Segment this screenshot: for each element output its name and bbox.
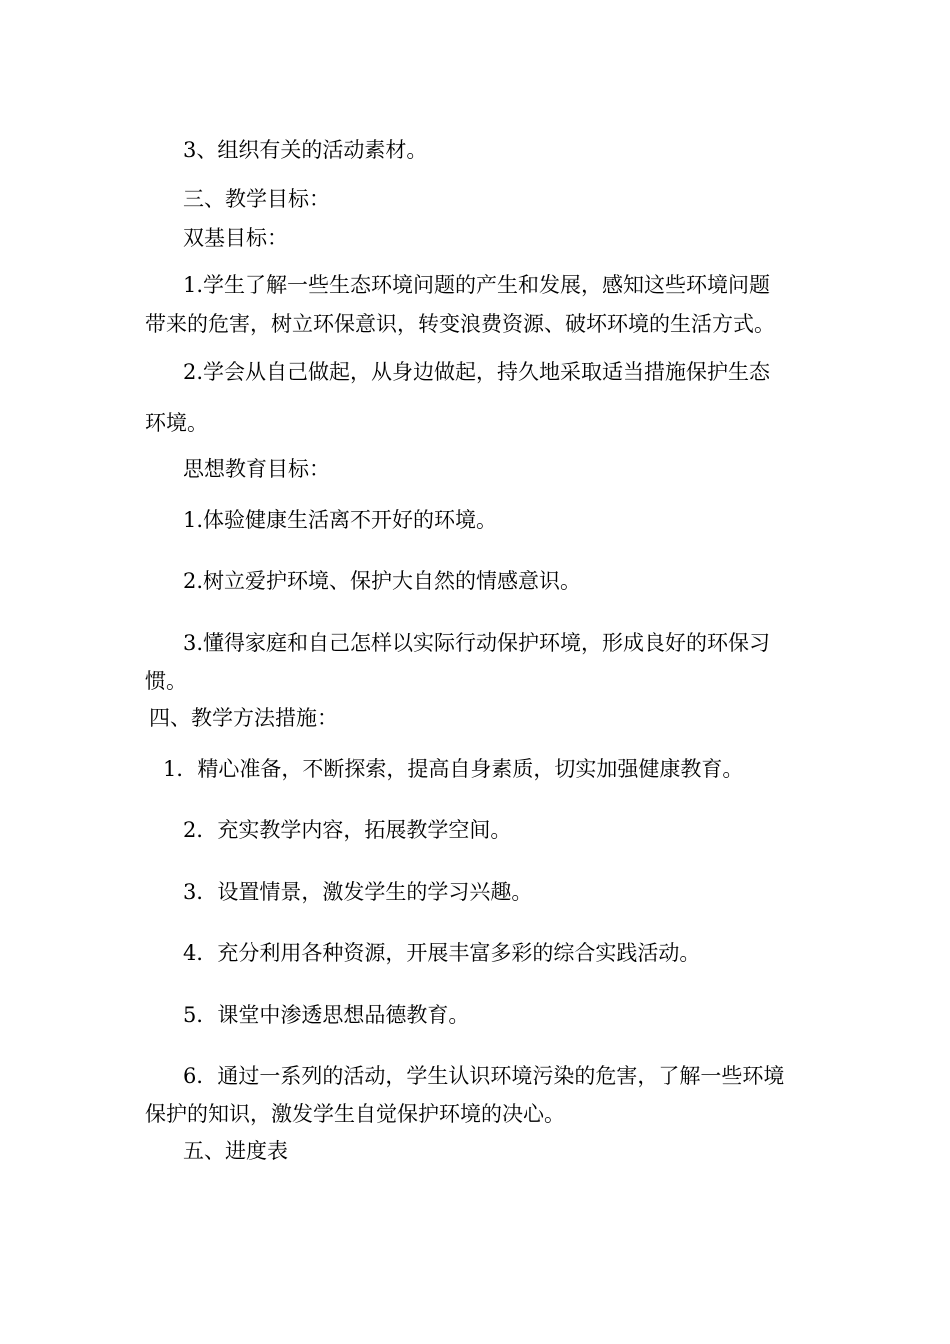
- dual-goal-2-line-2: 环境。: [145, 411, 208, 435]
- section-heading-teaching-goals: 三、教学目标：: [183, 187, 330, 211]
- method-item-6-line-1: 6．通过一系列的活动，学生认识环境污染的危害，了解一些环境: [183, 1064, 785, 1088]
- method-item-4: 4．充分利用各种资源，开展丰富多彩的综合实践活动。: [183, 941, 701, 965]
- ideology-goal-2: 2.树立爱护环境、保护大自然的情感意识。: [183, 569, 582, 593]
- materials-item-3: 3、组织有关的活动素材。: [183, 138, 428, 162]
- ideology-goal-1: 1.体验健康生活离不开好的环境。: [183, 508, 498, 532]
- dual-goal-1-line-2: 带来的危害，树立环保意识，转变浪费资源、破坏环境的生活方式。: [145, 312, 775, 336]
- dual-goal-1-line-1: 1.学生了解一些生态环境问题的产生和发展，感知这些环境问题: [183, 273, 771, 297]
- ideology-goal-3-line-1: 3.懂得家庭和自己怎样以实际行动保护环境，形成良好的环保习: [183, 631, 771, 655]
- section-heading-schedule: 五、进度表: [183, 1139, 288, 1163]
- ideology-goal-3-line-2: 惯。: [145, 669, 187, 693]
- method-item-2: 2．充实教学内容，拓展教学空间。: [183, 818, 512, 842]
- dual-goal-2-line-1: 2.学会从自己做起，从身边做起，持久地采取适当措施保护生态: [183, 360, 771, 384]
- method-item-6-line-2: 保护的知识，激发学生自觉保护环境的决心。: [145, 1102, 565, 1126]
- method-item-1: 1．精心准备，不断探索，提高自身素质，切实加强健康教育。: [163, 757, 744, 781]
- method-item-3: 3．设置情景，激发学生的学习兴趣。: [183, 880, 533, 904]
- method-item-5: 5．课堂中渗透思想品德教育。: [183, 1003, 470, 1027]
- section-heading-teaching-methods: 四、教学方法措施：: [149, 706, 338, 730]
- subheading-dual-goals: 双基目标：: [183, 226, 288, 250]
- subheading-ideology-goals: 思想教育目标：: [183, 457, 330, 481]
